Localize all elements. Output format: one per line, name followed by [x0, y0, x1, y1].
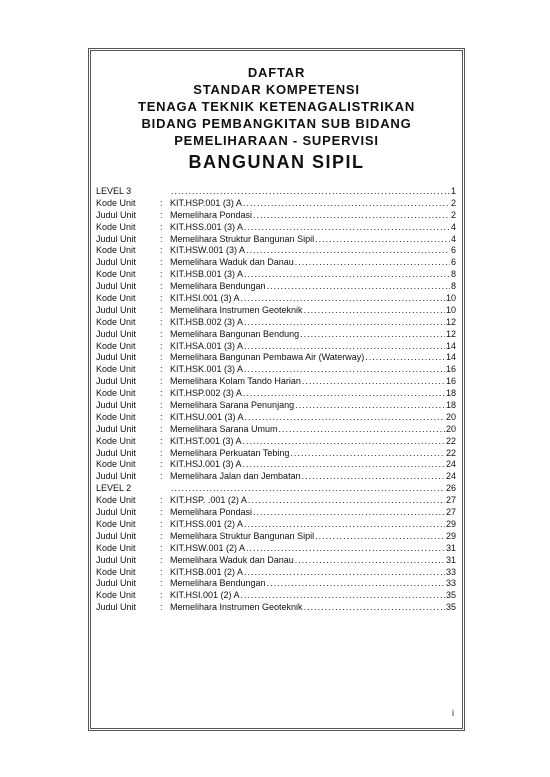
- toc-entry-page: 35: [445, 590, 456, 601]
- toc-entry-label: Judul Unit: [96, 233, 137, 244]
- toc-entry-text: KIT.HSU.001 (3) A: [170, 411, 244, 422]
- toc-entry-label: Judul Unit: [96, 281, 137, 292]
- toc-leader-dots: [243, 459, 445, 471]
- toc-row: [96, 186, 456, 198]
- toc-row: [96, 483, 456, 495]
- document-title: [88, 64, 465, 174]
- toc-entry-label: Kode Unit: [96, 388, 136, 399]
- toc-leader-dots: [241, 590, 445, 602]
- toc-entry-colon: :: [160, 197, 163, 208]
- toc-row: [96, 234, 456, 246]
- toc-leader-dots: [246, 543, 445, 555]
- toc-entry-page: 22: [445, 435, 456, 446]
- toc-entry-colon: :: [160, 364, 163, 375]
- toc-leader-dots: [267, 578, 445, 590]
- toc-entry-page: 35: [445, 602, 456, 613]
- toc-entry-label: Judul Unit: [96, 554, 137, 565]
- toc-entry-page: 4: [450, 233, 456, 244]
- toc-entry-page: 26: [445, 483, 456, 494]
- toc-leader-dots: [244, 222, 450, 234]
- title-line-5: PEMELIHARAAN - SUPERVISI: [174, 133, 379, 148]
- toc-leader-dots: [244, 269, 450, 281]
- toc-row: [96, 590, 456, 602]
- toc-entry-text: KIT.HSI.001 (3) A: [170, 293, 240, 304]
- toc-entry-label: Kode Unit: [96, 566, 136, 577]
- toc-leader-dots: [304, 602, 445, 614]
- toc-entry-label: Kode Unit: [96, 316, 136, 327]
- toc-entry-page: 24: [445, 471, 456, 482]
- toc-row: [96, 317, 456, 329]
- toc-row: [96, 281, 456, 293]
- toc-row: [96, 412, 456, 424]
- toc-leader-dots: [365, 352, 445, 364]
- toc-entry-page: 14: [445, 340, 456, 351]
- footer-page-number: i: [452, 708, 454, 718]
- title-line-3: TENAGA TEKNIK KETENAGALISTRIKAN: [137, 99, 416, 114]
- toc-leader-dots: [315, 234, 450, 246]
- toc-row: [96, 222, 456, 234]
- toc-entry-label: Kode Unit: [96, 435, 136, 446]
- toc-entry-page: 33: [445, 566, 456, 577]
- toc-entry-label: Kode Unit: [96, 245, 136, 256]
- toc-row: [96, 329, 456, 341]
- toc-leader-dots: [244, 341, 445, 353]
- toc-entry-label: Judul Unit: [96, 423, 137, 434]
- toc-entry-label: Kode Unit: [96, 459, 136, 470]
- toc-leader-dots: [243, 198, 450, 210]
- toc-row: [96, 424, 456, 436]
- toc-entry-label: Judul Unit: [96, 447, 137, 458]
- toc-row: [96, 495, 456, 507]
- toc-leader-dots: [244, 317, 445, 329]
- toc-row: [96, 578, 456, 590]
- toc-entry-label: Judul Unit: [96, 578, 137, 589]
- toc-entry-label: Judul Unit: [96, 471, 137, 482]
- toc-entry-page: 27: [445, 495, 456, 506]
- toc-entry-text: KIT.HSK.001 (3) A: [170, 364, 244, 375]
- toc-row: [96, 471, 456, 483]
- toc-row: [96, 293, 456, 305]
- toc-entry-colon: :: [160, 352, 163, 363]
- toc-entry-colon: :: [160, 269, 163, 280]
- toc-leader-dots: [290, 448, 445, 460]
- toc-entry-text: KIT.HSI.001 (2) A: [170, 590, 240, 601]
- toc-leader-dots: [315, 531, 445, 543]
- toc-leader-dots: [302, 376, 445, 388]
- toc-entry-page: 16: [445, 376, 456, 387]
- toc-row: [96, 602, 456, 614]
- toc-entry-colon: :: [160, 542, 163, 553]
- toc-row: [96, 305, 456, 317]
- toc-leader-dots: [295, 400, 445, 412]
- toc-leader-dots: [295, 555, 445, 567]
- toc-row: [96, 388, 456, 400]
- title-line-2: STANDAR KOMPETENSI: [193, 82, 360, 97]
- toc-entry-text: Memelihara Sarana Penunjang: [170, 400, 295, 411]
- toc-entry-page: 33: [445, 578, 456, 589]
- toc-entry-page: 31: [445, 554, 456, 565]
- toc-row: [96, 376, 456, 388]
- toc-entry-colon: :: [160, 376, 163, 387]
- toc-entry-label: Judul Unit: [96, 328, 137, 339]
- toc-entry-text: KIT.HSJ.001 (3) A: [170, 459, 242, 470]
- toc-entry-text: KIT.HST.001 (3) A: [170, 435, 242, 446]
- toc-entry-label: Kode Unit: [96, 269, 136, 280]
- title-main: BANGUNAN SIPIL: [188, 152, 365, 172]
- toc-entry-page: 6: [450, 257, 456, 268]
- toc-entry-colon: :: [160, 340, 163, 351]
- toc-entry-text: Memelihara Jalan dan Jembatan: [170, 471, 301, 482]
- toc-entry-label: Kode Unit: [96, 542, 136, 553]
- toc-entry-text: KIT.HSB.001 (2) A: [170, 566, 244, 577]
- toc-row: [96, 459, 456, 471]
- toc-entry-page: 22: [445, 447, 456, 458]
- toc-row: [96, 531, 456, 543]
- toc-entry-colon: :: [160, 435, 163, 446]
- toc-entry-page: 29: [445, 530, 456, 541]
- toc-entry-page: 6: [450, 245, 456, 256]
- toc-entry-colon: :: [160, 221, 163, 232]
- toc-entry-colon: :: [160, 578, 163, 589]
- toc-entry-text: KIT.HSW.001 (2) A: [170, 542, 246, 553]
- toc-entry-text: Memelihara Struktur Bangunan Sipil: [170, 233, 315, 244]
- toc-leader-dots: [241, 293, 445, 305]
- toc-entry-page: 29: [445, 518, 456, 529]
- toc-leader-dots: [304, 305, 445, 317]
- title-line-4: BIDANG PEMBANGKITAN SUB BIDANG: [141, 116, 412, 131]
- toc-leader-dots: [279, 424, 445, 436]
- toc-entry-text: KIT.HSS.001 (2) A: [170, 518, 244, 529]
- toc-entry-label: Kode Unit: [96, 293, 136, 304]
- toc-entry-colon: :: [160, 281, 163, 292]
- toc-row: [96, 448, 456, 460]
- toc-entry-page: 20: [445, 411, 456, 422]
- toc-entry-label: Kode Unit: [96, 495, 136, 506]
- toc-entry-label: Judul Unit: [96, 602, 137, 613]
- toc-entry-colon: :: [160, 566, 163, 577]
- toc-entry-label: Kode Unit: [96, 340, 136, 351]
- toc-entry-page: 18: [445, 388, 456, 399]
- toc-entry-page: 24: [445, 459, 456, 470]
- toc-row: [96, 352, 456, 364]
- toc-entry-page: 4: [450, 221, 456, 232]
- toc-entry-page: 1: [450, 186, 456, 196]
- toc-entry-text: Memelihara Bendungan: [170, 578, 266, 589]
- toc-entry-text: KIT.HSB.002 (3) A: [170, 316, 244, 327]
- toc-entry-label: Judul Unit: [96, 304, 137, 315]
- toc-entry-page: 18: [445, 400, 456, 411]
- toc-entry-page: 2: [450, 209, 456, 220]
- toc-leader-dots: [171, 186, 450, 198]
- toc-entry-text: Memelihara Pondasi: [170, 209, 253, 220]
- toc-entry-colon: :: [160, 602, 163, 613]
- toc-leader-dots: [245, 412, 445, 424]
- toc-entry-label: Kode Unit: [96, 590, 136, 601]
- toc-entry-text: KIT.HSW.001 (3) A: [170, 245, 246, 256]
- toc-entry-page: 31: [445, 542, 456, 553]
- toc-leader-dots: [248, 495, 445, 507]
- toc-entry-label: Kode Unit: [96, 518, 136, 529]
- toc-entry-colon: :: [160, 411, 163, 422]
- toc-row: [96, 245, 456, 257]
- toc-entry-label: Judul Unit: [96, 530, 137, 541]
- toc-entry-label: Kode Unit: [96, 221, 136, 232]
- toc-entry-colon: :: [160, 507, 163, 518]
- toc-entry-label: Kode Unit: [96, 197, 136, 208]
- toc-entry-label: LEVEL 3: [96, 186, 132, 196]
- toc-entry-text: Memelihara Bendungan: [170, 281, 266, 292]
- toc-entry-label: Judul Unit: [96, 400, 137, 411]
- toc-entry-text: Memelihara Kolam Tando Harian: [170, 376, 301, 387]
- toc-entry-page: 16: [445, 364, 456, 375]
- toc-leader-dots: [244, 519, 445, 531]
- toc-leader-dots: [253, 507, 445, 519]
- toc-entry-colon: :: [160, 245, 163, 256]
- toc-entry-colon: :: [160, 423, 163, 434]
- toc-row: [96, 555, 456, 567]
- toc-entry-text: KIT.HSP.002 (3) A: [170, 388, 242, 399]
- toc-entry-page: 10: [445, 304, 456, 315]
- toc-entry-text: Memelihara Bangunan Bendung: [170, 328, 300, 339]
- toc-entry-page: 8: [450, 281, 456, 292]
- toc-leader-dots: [295, 257, 450, 269]
- toc-entry-page: 2: [450, 197, 456, 208]
- toc-leader-dots: [244, 364, 445, 376]
- toc-row: [96, 507, 456, 519]
- title-line-1: DAFTAR: [247, 65, 306, 80]
- toc-entry-colon: :: [160, 293, 163, 304]
- toc-entry-text: KIT.HSA.001 (3) A: [170, 340, 244, 351]
- toc-entry-colon: :: [160, 400, 163, 411]
- toc-leader-dots: [243, 388, 445, 400]
- toc-entry-text: KIT.HSP. .001 (2) A: [170, 495, 247, 506]
- toc-entry-label: Judul Unit: [96, 376, 137, 387]
- toc-entry-colon: :: [160, 518, 163, 529]
- toc-entry-colon: :: [160, 209, 163, 220]
- toc-entry-colon: :: [160, 328, 163, 339]
- toc-entry-text: KIT.HSB.001 (3) A: [170, 269, 244, 280]
- toc-leader-dots: [244, 567, 445, 579]
- toc-entry-colon: :: [160, 459, 163, 470]
- toc-leader-dots: [171, 483, 445, 495]
- toc-row: [96, 210, 456, 222]
- toc-entry-text: Memelihara Pondasi: [170, 507, 253, 518]
- toc-entry-text: Memelihara Sarana Umum: [170, 423, 278, 434]
- toc-entry-colon: :: [160, 316, 163, 327]
- toc-entry-colon: :: [160, 554, 163, 565]
- table-of-contents: [96, 186, 456, 614]
- toc-entry-colon: :: [160, 530, 163, 541]
- toc-entry-page: 20: [445, 423, 456, 434]
- toc-row: [96, 364, 456, 376]
- toc-entry-text: Memelihara Bangunan Pembawa Air (Waterway): [170, 352, 365, 363]
- toc-entry-text: Memelihara Struktur Bangunan Sipil: [170, 530, 315, 541]
- toc-entry-text: Memelihara Instrumen Geoteknik: [170, 602, 303, 613]
- toc-entry-text: Memelihara Waduk dan Danau: [170, 257, 294, 268]
- toc-row: [96, 543, 456, 555]
- toc-entry-label: Judul Unit: [96, 352, 137, 363]
- toc-entry-colon: :: [160, 447, 163, 458]
- toc-entry-colon: :: [160, 388, 163, 399]
- toc-entry-page: 27: [445, 507, 456, 518]
- toc-row: [96, 198, 456, 210]
- toc-row: [96, 567, 456, 579]
- toc-entry-colon: :: [160, 471, 163, 482]
- toc-row: [96, 400, 456, 412]
- toc-leader-dots: [246, 245, 450, 257]
- toc-entry-label: Judul Unit: [96, 257, 137, 268]
- toc-entry-label: Judul Unit: [96, 209, 137, 220]
- toc-entry-colon: :: [160, 495, 163, 506]
- toc-entry-text: Memelihara Instrumen Geoteknik: [170, 304, 303, 315]
- toc-entry-page: 12: [445, 328, 456, 339]
- toc-entry-text: Memelihara Waduk dan Danau: [170, 554, 294, 565]
- toc-entry-colon: :: [160, 257, 163, 268]
- toc-row: [96, 257, 456, 269]
- toc-entry-page: 10: [445, 293, 456, 304]
- toc-entry-page: 8: [450, 269, 456, 280]
- toc-leader-dots: [243, 436, 445, 448]
- toc-entry-colon: :: [160, 233, 163, 244]
- toc-row: [96, 519, 456, 531]
- toc-entry-label: LEVEL 2: [96, 483, 132, 494]
- toc-entry-label: Kode Unit: [96, 411, 136, 422]
- toc-leader-dots: [302, 471, 445, 483]
- toc-entry-colon: :: [160, 590, 163, 601]
- toc-leader-dots: [300, 329, 445, 341]
- toc-entry-page: 12: [445, 316, 456, 327]
- toc-entry-label: Kode Unit: [96, 364, 136, 375]
- toc-row: [96, 269, 456, 281]
- toc-leader-dots: [253, 210, 450, 222]
- toc-row: [96, 341, 456, 353]
- toc-row: [96, 436, 456, 448]
- toc-entry-text: KIT.HSP.001 (3) A: [170, 197, 242, 208]
- toc-leader-dots: [267, 281, 450, 293]
- toc-entry-page: 14: [445, 352, 456, 363]
- toc-entry-colon: :: [160, 304, 163, 315]
- toc-entry-text: KIT.HSS.001 (3) A: [170, 221, 244, 232]
- toc-entry-text: Memelihara Perkuatan Tebing: [170, 447, 290, 458]
- toc-entry-label: Judul Unit: [96, 507, 137, 518]
